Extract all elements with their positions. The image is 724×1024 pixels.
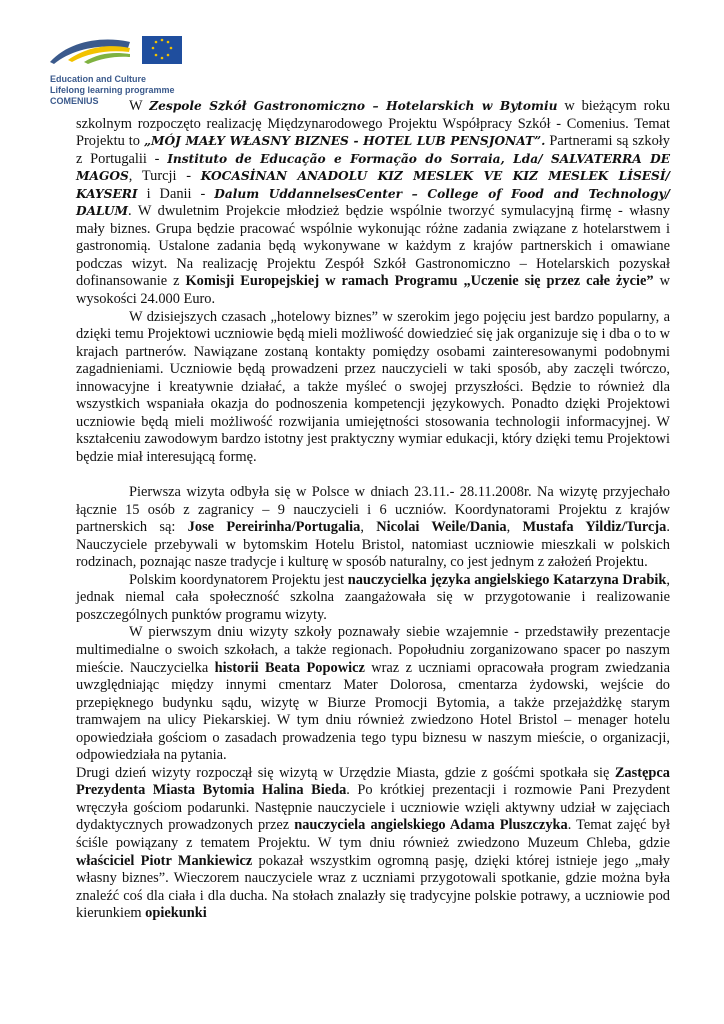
deputy-mayor: Zastępca Prezydenta Miasta Bytomia Halina Bieda [76, 764, 670, 799]
text: wraz z uczniami opracowała program zwiedzania uwzględniając między innymi cmentarz Mater Dolorosa, cmentarza żydowski, wejście do przepięknego budynku sądu, wizytę w Biurze Promocji Bytomia, a także przejażdżkę starym tramwajem na ulicy Piekarskiej. W tym dniu również zwiedzono Hotel Bristol – menager hotelu opowiedziała gościom o zasadach prowadzenia tego typu biznesu w naszym mieście, o organizacji, odpowiedziała na pytania. [76, 659, 670, 764]
coordinator-denmark: Nicolai Weile/Dania [376, 519, 507, 536]
partner-turkey: KOCASİNAN ANADOLU KIZ MESLEK VE KIZ MESLEK LİSESİ/ KAYSERI [76, 169, 670, 201]
text: Drugi dzień wizyty rozpoczął się wizytą w Urzędzie Miasta, gdzie z gośćmi spotkała się [76, 764, 615, 781]
text: w bieżącym roku szkolnym rozpoczęto realizację Międzynarodowego Projektu Współpracy Szkół - Comenius. Temat Projektu to [76, 98, 670, 150]
project-title: „MÓJ MAŁY WŁASNY BIZNES - HOTEL LUB PENSJONAT”. [143, 134, 546, 149]
text: . W dwuletnim Projekcie młodzież będzie wspólnie tworzyć symulacyjną firmę - własny mały biznes. Grupa będzie pracować wspólnie wykonując różne zadania związane z hotelarstwem i gastronomią. Ustalone zadania będą wykonywane w każdym z krajów partnerskich i omawiane podczas wizyt. Na realizację Projektu Zespół Szkół Gastronomiczno – Hotelarskich pozyskał dofinansowanie z [76, 203, 670, 290]
coordinator-turkey: Mustafa Yildiz/Turcja [522, 519, 667, 536]
text: Pierwsza wizyta odbyła się w Polsce w dniach 23.11.- 28.11.2008r. Na wizytę przyjechało łącznie 15 osób z zagranicy – 9 nauczycieli i 6 uczniów. Koordynatorami Projektu z krajów partnerskich są: [76, 484, 670, 536]
partner-portugal: Instituto de Educação e Formação do Sorraia, Lda/ SALVATERRA DE MAGOS [76, 151, 671, 184]
text: Polskim koordynatorem Projektu jest [129, 571, 348, 588]
text: W pierwszym dniu wizyty szkoły poznawały siebie wzajemnie - przedstawiły prezentacje multimedialne o swoich szkołach, a także regionach. Popołudniu zorganizowano spacer po naszym mieście. Nauczycielka [76, 624, 670, 676]
english-teacher: nauczyciela angielskiego Adama Pluszczyka [294, 817, 568, 834]
paragraph-polish-coordinator [76, 572, 670, 625]
text: . Temat zajęć był ściśle powiązany z tematem Projektu. W tym dniu również zwiedzono Muzeum Chleba, gdzie [76, 817, 670, 851]
text: . Po krótkiej prezentacji i rozmowie Pani Prezydent wręczyła gościom podarunki. Następnie nauczyciele i uczniowie wzięli aktywny udział w zajęciach dydaktycznych prowadzonych przez [76, 782, 670, 834]
school-name: Zespole Szkół Gastronomiczno – Hotelarskich w Bytomiu [149, 99, 558, 113]
paragraph-day-one [76, 624, 670, 764]
paragraph-day-two [76, 765, 670, 923]
partner-denmark: Dalum UddannelsesCenter – College of Food and Technology/ DALUM [76, 186, 670, 219]
paragraph-project-intro [76, 98, 670, 309]
text: Partnerami są szkoły z Portugalii - [76, 133, 670, 167]
text: w wysokości 24.000 Euro. [76, 273, 670, 308]
paragraph-first-visit [76, 484, 670, 572]
text: , [360, 519, 377, 536]
education-culture-logo [48, 28, 188, 108]
text: , Turcji - [128, 168, 201, 185]
text: , jednak niemal cała społeczność szkolna zaangażowała się w przygotowanie i realizowanie poszczególnych punktów programu wizyty. [76, 571, 670, 623]
coordinator-poland: nauczycielka języka angielskiego Katarzyna Drabik [347, 571, 667, 588]
logo-line-2: Lifelong learning programme [50, 85, 175, 95]
caretaker: opiekunki [145, 905, 207, 922]
paragraph-hotel-business: W dzisiejszych czasach „hotelowy biznes” w szerokim jego pojęciu jest bardzo popularny, a dzięki temu Projektowi uczniowie będą mieli możliwość dowiedzieć się jak organizuje się i dba o to w krajach partnerów. Nawiązane zostaną kontakty pomiędzy osobami zainteresowanymi podobnymi zagadnieniami. Uczniowie będą prowadzeni przez nauczycieli w taki sposób, aby zaczęli twórczo, innowacyjne i kreatywnie działać, a także myśleć o swojej przyszłości. Będzie to również dla wszystkich wspaniała okazja do podnoszenia kompetencji językowych. Ponadto dzięki Projektowi uczniowie będą mieli możliwość rozwijania umiejętności stosowania technologii informacyjnej. W kształceniu zawodowym bardzo istotny jest praktyczny wymiar edukacji, który dzięki temu Projektowi będzie miał interesującą formę. [76, 308, 670, 465]
logo-swoosh-icon [48, 28, 188, 74]
funding-program: Komisji Europejskiej w ramach Programu „Uczenie się przez całe życie” [185, 273, 654, 290]
text: . Nauczyciele przebywali w bytomskim Hotelu Bristol, natomiast uczniowie mieszkali w polskich rodzinach, poznając nasze tradycje i kulturę w sposób naturalny, co jest jednym z założeń Projektu. [76, 519, 670, 571]
document-body [76, 98, 670, 923]
logo-line-3: COMENIUS [50, 96, 99, 106]
museum-owner: właściciel Piotr Mankiewicz [76, 852, 253, 869]
text: pokazał wszystkim ogromną pasję, dzięki której istnieje jego „mały własny biznes”. Wieczorem nauczyciele wraz z uczniami przygotowali spotkanie, gdzie można była znaleźć coś dla ciała i dla ducha. Na stołach znalazły się tradycyjne polskie potrawy, a uczniowie pod kierunkiem [76, 852, 671, 922]
spacer [76, 466, 670, 484]
history-teacher: historii Beata Popowicz [214, 659, 365, 676]
text: , [506, 519, 523, 536]
text: W [129, 98, 150, 114]
logo-line-1: Education and Culture [50, 74, 147, 84]
coordinator-portugal: Jose Pereirinha/Portugalia [187, 519, 361, 536]
text: i Danii - [137, 185, 215, 202]
